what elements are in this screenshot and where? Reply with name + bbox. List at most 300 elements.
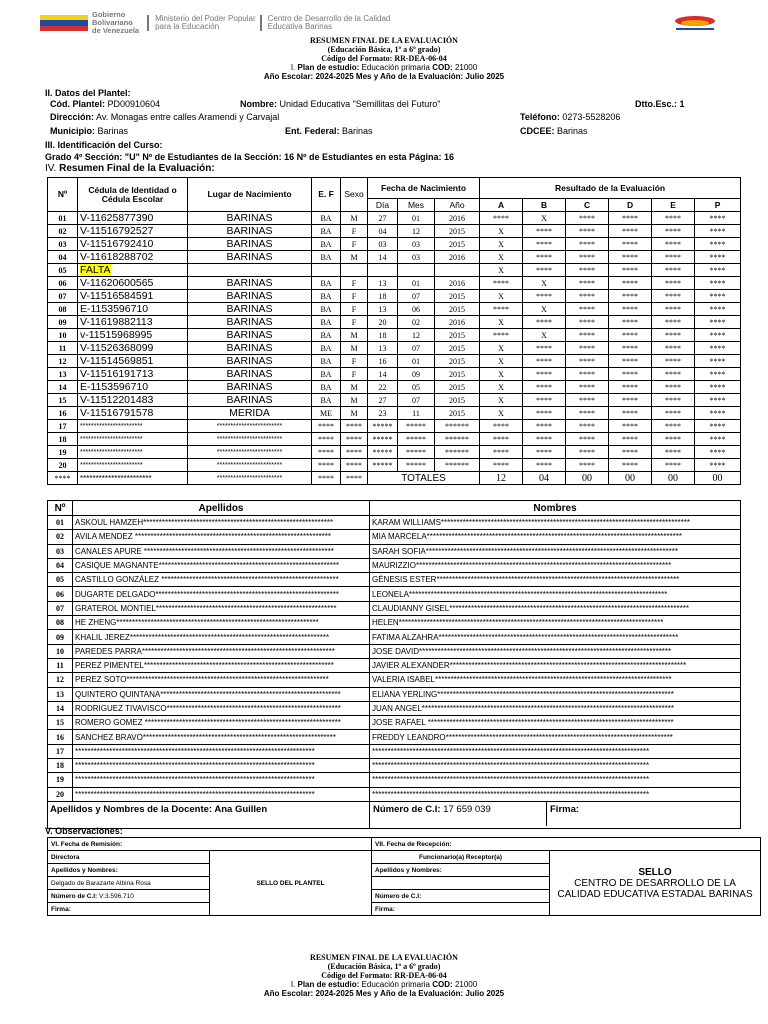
result-a-cell: ****: [480, 303, 523, 316]
result-d-cell: ****: [609, 407, 652, 420]
row-number: 14: [48, 381, 78, 394]
dia-cell: 13: [368, 342, 398, 355]
result-a-cell: X: [480, 368, 523, 381]
apellidos-cell: RODRIGUEZ TIVAVISCO********************************************************: [73, 701, 370, 715]
cedula-cell: V-11516792527: [78, 225, 188, 238]
apellidos-cell: GRATEROL MONTIEL**********************************************************: [73, 601, 370, 615]
nombres-cell: MAURIZZIO**********************************************************************************: [370, 558, 741, 572]
plantel-section-title: II. Datos del Plantel:: [45, 88, 131, 98]
cedula-cell: E-1153596710: [78, 303, 188, 316]
apellidos-cell: CASTILLO GONZÁLEZ *********************************************************: [73, 573, 370, 587]
mes-cell: *****: [398, 420, 435, 433]
result-b-cell: ****: [523, 251, 566, 264]
result-a-cell: ****: [480, 420, 523, 433]
result-c-cell: ****: [566, 251, 609, 264]
row-number: 04: [48, 251, 78, 264]
list-item: [48, 530, 741, 544]
names-row-number: 10: [48, 644, 73, 658]
result-d-cell: ****: [609, 355, 652, 368]
result-p-cell: ****: [695, 251, 741, 264]
result-c-cell: ****: [566, 329, 609, 342]
result-a-cell: X: [480, 264, 523, 277]
nombres-cell: HELEN*************************************************************************************: [370, 616, 741, 630]
col-p: P: [695, 199, 741, 212]
col-ef: E. F: [312, 178, 341, 212]
sexo-cell: M: [341, 329, 368, 342]
result-c-cell: ****: [566, 212, 609, 225]
result-b-cell: X: [523, 329, 566, 342]
row-number: 08: [48, 303, 78, 316]
result-a-cell: X: [480, 381, 523, 394]
lugar-cell: ************************: [188, 433, 312, 446]
nombres-cell: JOSE DAVID*********************************************************************************: [370, 644, 741, 658]
ef-cell: ****: [312, 446, 341, 459]
totals-lugar: ************************: [188, 472, 312, 485]
row-number: 02: [48, 225, 78, 238]
result-d-cell: ****: [609, 446, 652, 459]
result-a-cell: ****: [480, 329, 523, 342]
dia-cell: [368, 264, 398, 277]
curso-section-title: III. Identificación del Curso:: [45, 140, 163, 150]
nombres-cell: JAVIER ALEXANDER****************************************************************************: [370, 658, 741, 672]
cdcee: CDCEE: Barinas: [520, 126, 588, 136]
mes-cell: *****: [398, 459, 435, 472]
lugar-cell: BARINAS: [188, 342, 312, 355]
docente-firma: Firma:: [550, 803, 580, 815]
names-col-num: Nº: [48, 501, 73, 516]
dia-cell: 27: [368, 212, 398, 225]
result-e-cell: ****: [652, 264, 695, 277]
row-number: 18: [48, 433, 78, 446]
ef-cell: [312, 264, 341, 277]
result-d-cell: ****: [609, 342, 652, 355]
result-c-cell: ****: [566, 407, 609, 420]
nombres-cell: CLAUDIANNY GISEL*****************************************************************************: [370, 601, 741, 615]
result-e-cell: ****: [652, 238, 695, 251]
nombres-cell: *****************************************************************************************: [370, 787, 741, 801]
directora-name: Delgado de Barazarte Albina Rosa: [48, 877, 210, 890]
result-d-cell: ****: [609, 329, 652, 342]
result-c-cell: ****: [566, 420, 609, 433]
nombres-cell: JUAN ANGEL*********************************************************************************: [370, 701, 741, 715]
list-item: [48, 687, 741, 701]
list-item: [48, 773, 741, 787]
nombres-cell: MIA MARCELA**********************************************************************************: [370, 530, 741, 544]
curso-info: Grado 4º Sección: "U" Nº de Estudiantes de la Sección: 16 Nº de Estudiantes en esta Página: 16: [45, 152, 455, 162]
dia-cell: 27: [368, 394, 398, 407]
result-d-cell: ****: [609, 264, 652, 277]
mes-cell: 01: [398, 212, 435, 225]
mes-cell: 06: [398, 303, 435, 316]
apellidos-cell: KHALIL JEREZ****************************************************************: [73, 630, 370, 644]
anio-cell: 2016: [435, 316, 480, 329]
result-d-cell: ****: [609, 459, 652, 472]
document-title-bottom: RESUMEN FINAL DE LA EVALUACIÓN (Educación Básica, 1º a 6º grado) Código del Formato: RR-DEA-06-04 I. Plan de estudio: Educación primaria COD: 21000 Año Escolar: 2024-2025 Mes y Año de la Evaluación: Julio 2025: [263, 953, 505, 998]
result-b-cell: ****: [523, 433, 566, 446]
result-c-cell: ****: [566, 355, 609, 368]
lugar-cell: [188, 264, 312, 277]
total-b: 04: [523, 472, 566, 485]
anio-cell: 2015: [435, 225, 480, 238]
apellidos-cell: CASIQUE MAGNANTE**********************************************************: [73, 558, 370, 572]
table-row: [48, 329, 741, 342]
result-c-cell: ****: [566, 290, 609, 303]
mes-cell: *****: [398, 433, 435, 446]
col-num: Nº: [48, 178, 78, 212]
result-b-cell: ****: [523, 238, 566, 251]
anio-cell: 2015: [435, 303, 480, 316]
result-e-cell: ****: [652, 446, 695, 459]
result-b-cell: ****: [523, 290, 566, 303]
col-c: C: [566, 199, 609, 212]
result-e-cell: ****: [652, 329, 695, 342]
names-row-number: 06: [48, 587, 73, 601]
missing-cedula-highlight: FALTA: [80, 263, 111, 276]
government-logo-text: Gobierno Bolivariano de Venezuela: [92, 10, 140, 35]
table-row: [48, 459, 741, 472]
total-a: 12: [480, 472, 523, 485]
ef-cell: BA: [312, 316, 341, 329]
sexo-cell: F: [341, 355, 368, 368]
directora-firma: Firma:: [48, 903, 210, 916]
sexo-cell: ****: [341, 446, 368, 459]
row-number: 09: [48, 316, 78, 329]
result-b-cell: X: [523, 212, 566, 225]
result-p-cell: ****: [695, 290, 741, 303]
result-a-cell: X: [480, 342, 523, 355]
result-e-cell: ****: [652, 342, 695, 355]
mes-cell: 05: [398, 381, 435, 394]
col-mes: Mes: [398, 199, 435, 212]
result-p-cell: ****: [695, 342, 741, 355]
anio-cell: 2015: [435, 238, 480, 251]
directora-label: Directora: [48, 851, 210, 864]
nombres-cell: JOSE RAFAEL *******************************************************************************: [370, 716, 741, 730]
ef-cell: BA: [312, 251, 341, 264]
apellidos-cell: ASKOUL HAMZEH*************************************************************: [73, 516, 370, 530]
lugar-cell: BARINAS: [188, 381, 312, 394]
fecha-recepcion: VII. Fecha de Recepción:: [372, 838, 761, 851]
result-a-cell: ****: [480, 446, 523, 459]
sexo-cell: M: [341, 407, 368, 420]
anio-cell: ******: [435, 420, 480, 433]
result-c-cell: ****: [566, 264, 609, 277]
mes-cell: 12: [398, 329, 435, 342]
ef-cell: ****: [312, 433, 341, 446]
result-e-cell: ****: [652, 316, 695, 329]
totals-ef: ****: [312, 472, 341, 485]
anio-cell: 2016: [435, 277, 480, 290]
list-item: [48, 587, 741, 601]
result-d-cell: ****: [609, 316, 652, 329]
anio-cell: 2015: [435, 394, 480, 407]
lugar-cell: ************************: [188, 459, 312, 472]
names-row-number: 19: [48, 773, 73, 787]
lugar-cell: BARINAS: [188, 277, 312, 290]
cedula-cell: ***********************: [78, 420, 188, 433]
result-e-cell: ****: [652, 251, 695, 264]
anio-cell: 2016: [435, 251, 480, 264]
center-name: Centro de Desarrollo de la Calidad Educativa Barinas: [260, 15, 391, 31]
names-row-number: 02: [48, 530, 73, 544]
result-e-cell: ****: [652, 212, 695, 225]
cedula-cell: V-11512201483: [78, 394, 188, 407]
result-d-cell: ****: [609, 290, 652, 303]
dia-cell: 18: [368, 290, 398, 303]
sexo-cell: F: [341, 316, 368, 329]
result-p-cell: ****: [695, 433, 741, 446]
table-row: [48, 238, 741, 251]
result-p-cell: ****: [695, 446, 741, 459]
dia-cell: *****: [368, 420, 398, 433]
row-number: 17: [48, 420, 78, 433]
result-b-cell: ****: [523, 420, 566, 433]
table-row: [48, 251, 741, 264]
fecha-remision: VI. Fecha de Remisión:: [48, 838, 372, 851]
anio-cell: 2015: [435, 342, 480, 355]
result-b-cell: ****: [523, 459, 566, 472]
names-row-number: 15: [48, 716, 73, 730]
row-number: 13: [48, 368, 78, 381]
mes-cell: 09: [398, 368, 435, 381]
result-b-cell: X: [523, 277, 566, 290]
cedula-cell: E-1153596710: [78, 381, 188, 394]
mes-cell: 03: [398, 251, 435, 264]
names-row-number: 08: [48, 616, 73, 630]
result-e-cell: ****: [652, 290, 695, 303]
total-p: 00: [695, 472, 741, 485]
dia-cell: 14: [368, 368, 398, 381]
lugar-cell: ************************: [188, 446, 312, 459]
names-col-apellidos: Apellidos: [73, 501, 370, 516]
result-a-cell: ****: [480, 433, 523, 446]
anio-cell: 2016: [435, 212, 480, 225]
result-a-cell: X: [480, 238, 523, 251]
result-p-cell: ****: [695, 316, 741, 329]
mes-cell: 01: [398, 277, 435, 290]
names-row-number: 09: [48, 630, 73, 644]
result-e-cell: ****: [652, 277, 695, 290]
sexo-cell: F: [341, 277, 368, 290]
result-e-cell: ****: [652, 303, 695, 316]
result-p-cell: ****: [695, 303, 741, 316]
result-c-cell: ****: [566, 316, 609, 329]
dia-cell: 03: [368, 238, 398, 251]
names-row-number: 07: [48, 601, 73, 615]
result-p-cell: ****: [695, 381, 741, 394]
result-b-cell: ****: [523, 381, 566, 394]
names-row-number: 04: [48, 558, 73, 572]
names-row-number: 13: [48, 687, 73, 701]
entidad-federal: Ent. Federal: Barinas: [285, 126, 373, 136]
result-b-cell: X: [523, 303, 566, 316]
names-row-number: 01: [48, 516, 73, 530]
result-p-cell: ****: [695, 277, 741, 290]
apellidos-cell: *****************************************************************************: [73, 759, 370, 773]
result-d-cell: ****: [609, 212, 652, 225]
nombres-cell: KARAM WILLIAMS********************************************************************************: [370, 516, 741, 530]
anio-cell: ******: [435, 433, 480, 446]
result-c-cell: ****: [566, 459, 609, 472]
table-row: [48, 212, 741, 225]
names-row-number: 03: [48, 544, 73, 558]
venezuela-flag-icon: [40, 15, 88, 31]
result-c-cell: ****: [566, 394, 609, 407]
result-b-cell: ****: [523, 316, 566, 329]
nombres-cell: LEONELA***********************************************************************************: [370, 587, 741, 601]
list-item: [48, 744, 741, 758]
apellidos-cell: CANALES APURE *************************************************************: [73, 544, 370, 558]
ef-cell: ****: [312, 420, 341, 433]
dia-cell: 22: [368, 381, 398, 394]
list-item: [48, 573, 741, 587]
result-d-cell: ****: [609, 420, 652, 433]
ef-cell: BA: [312, 394, 341, 407]
apellidos-cell: PEREZ SOTO*****************************************************************: [73, 673, 370, 687]
direccion: Dirección: Av. Monagas entre calles Aramendi y Carvajal: [50, 112, 280, 122]
list-item: [48, 759, 741, 773]
names-table: [47, 500, 741, 829]
result-a-cell: X: [480, 290, 523, 303]
result-e-cell: ****: [652, 420, 695, 433]
mes-cell: 01: [398, 355, 435, 368]
ef-cell: BA: [312, 225, 341, 238]
nombres-cell: FATIMA ALZAHRA*****************************************************************************: [370, 630, 741, 644]
row-number: 12: [48, 355, 78, 368]
lugar-cell: BARINAS: [188, 368, 312, 381]
result-d-cell: ****: [609, 433, 652, 446]
ef-cell: BA: [312, 368, 341, 381]
table-row: [48, 290, 741, 303]
sello-cdce: SELLO CENTRO DE DESARROLLO DE LA CALIDAD EDUCATIVA ESTADAL BARINAS: [550, 851, 761, 916]
result-c-cell: ****: [566, 277, 609, 290]
nombres-cell: VALERIA ISABEL****************************************************************************: [370, 673, 741, 687]
mes-cell: 07: [398, 290, 435, 303]
lugar-cell: BARINAS: [188, 303, 312, 316]
dia-cell: 13: [368, 277, 398, 290]
nombres-cell: *****************************************************************************************: [370, 744, 741, 758]
table-row: [48, 316, 741, 329]
cedula-cell: V-11625877390: [78, 212, 188, 225]
anio-cell: 2015: [435, 368, 480, 381]
docente-ci: Número de C.I: 17 659 039: [370, 802, 547, 826]
totals-num: ****: [48, 472, 78, 485]
ef-cell: BA: [312, 277, 341, 290]
result-p-cell: ****: [695, 212, 741, 225]
result-d-cell: ****: [609, 381, 652, 394]
dtto-esc: Dtto.Esc.: 1: [635, 99, 685, 109]
sexo-cell: ****: [341, 459, 368, 472]
result-p-cell: ****: [695, 407, 741, 420]
cedula-cell: V-11516584591: [78, 290, 188, 303]
list-item: [48, 516, 741, 530]
funcionario-ci-label: Número de C.I:: [372, 890, 550, 903]
totals-row: [48, 472, 741, 485]
result-c-cell: ****: [566, 238, 609, 251]
dia-cell: *****: [368, 459, 398, 472]
cedula-cell: [78, 264, 188, 277]
ef-cell: ****: [312, 459, 341, 472]
dia-cell: 18: [368, 329, 398, 342]
names-row-number: 20: [48, 787, 73, 801]
sello-plantel: SELLO DEL PLANTEL: [210, 851, 372, 916]
anio-cell: ******: [435, 459, 480, 472]
names-row-number: 18: [48, 759, 73, 773]
apellidos-cell: *****************************************************************************: [73, 773, 370, 787]
names-row-number: 12: [48, 673, 73, 687]
dia-cell: 04: [368, 225, 398, 238]
funcionario-firma: Firma:: [372, 903, 550, 916]
lugar-cell: BARINAS: [188, 355, 312, 368]
header-banner: [40, 10, 720, 36]
result-e-cell: ****: [652, 407, 695, 420]
cedula-cell: v-11515968995: [78, 329, 188, 342]
sexo-cell: M: [341, 381, 368, 394]
totals-sexo: ****: [341, 472, 368, 485]
result-b-cell: ****: [523, 394, 566, 407]
result-b-cell: ****: [523, 368, 566, 381]
result-c-cell: ****: [566, 381, 609, 394]
result-d-cell: ****: [609, 225, 652, 238]
anio-cell: 2015: [435, 381, 480, 394]
cedula-cell: V-11516191713: [78, 368, 188, 381]
anio-cell: 2015: [435, 329, 480, 342]
result-p-cell: ****: [695, 420, 741, 433]
sexo-cell: ****: [341, 420, 368, 433]
anio-cell: 2015: [435, 355, 480, 368]
cedula-cell: V-11618288702: [78, 251, 188, 264]
sexo-cell: M: [341, 212, 368, 225]
lugar-cell: BARINAS: [188, 290, 312, 303]
docente-name: Apellidos y Nombres de la Docente: Ana Guillen: [48, 801, 370, 828]
result-d-cell: ****: [609, 238, 652, 251]
list-item: [48, 601, 741, 615]
list-item: [48, 544, 741, 558]
col-dia: Día: [368, 199, 398, 212]
row-number: 19: [48, 446, 78, 459]
result-p-cell: ****: [695, 238, 741, 251]
remision-table: [47, 837, 761, 916]
result-e-cell: ****: [652, 355, 695, 368]
names-row-number: 11: [48, 658, 73, 672]
table-row: [48, 433, 741, 446]
col-fecha: Fecha de Nacimiento: [368, 178, 480, 199]
result-p-cell: ****: [695, 264, 741, 277]
apellidos-cell: *****************************************************************************: [73, 787, 370, 801]
directora-ci: Número de C.I: V:3.596.710: [48, 890, 210, 903]
col-b: B: [523, 199, 566, 212]
col-cedula: Cédula de Identidad o Cédula Escolar: [78, 178, 188, 212]
result-e-cell: ****: [652, 381, 695, 394]
result-p-cell: ****: [695, 355, 741, 368]
total-d: 00: [609, 472, 652, 485]
result-e-cell: ****: [652, 368, 695, 381]
apellidos-cell: HE ZHENG*****************************************************************: [73, 616, 370, 630]
result-a-cell: X: [480, 251, 523, 264]
names-row-number: 05: [48, 573, 73, 587]
row-number: 16: [48, 407, 78, 420]
apellidos-cell: PAREDES PARRA**************************************************************: [73, 644, 370, 658]
ef-cell: BA: [312, 212, 341, 225]
row-number: 07: [48, 290, 78, 303]
result-c-cell: ****: [566, 433, 609, 446]
apellidos-cell: DUGARTE DELGADO***********************************************************: [73, 587, 370, 601]
mes-cell: 03: [398, 238, 435, 251]
sexo-cell: F: [341, 238, 368, 251]
totals-label: TOTALES: [368, 472, 480, 485]
apellidos-cell: PEREZ PIMENTEL*************************************************************: [73, 658, 370, 672]
mes-cell: *****: [398, 446, 435, 459]
